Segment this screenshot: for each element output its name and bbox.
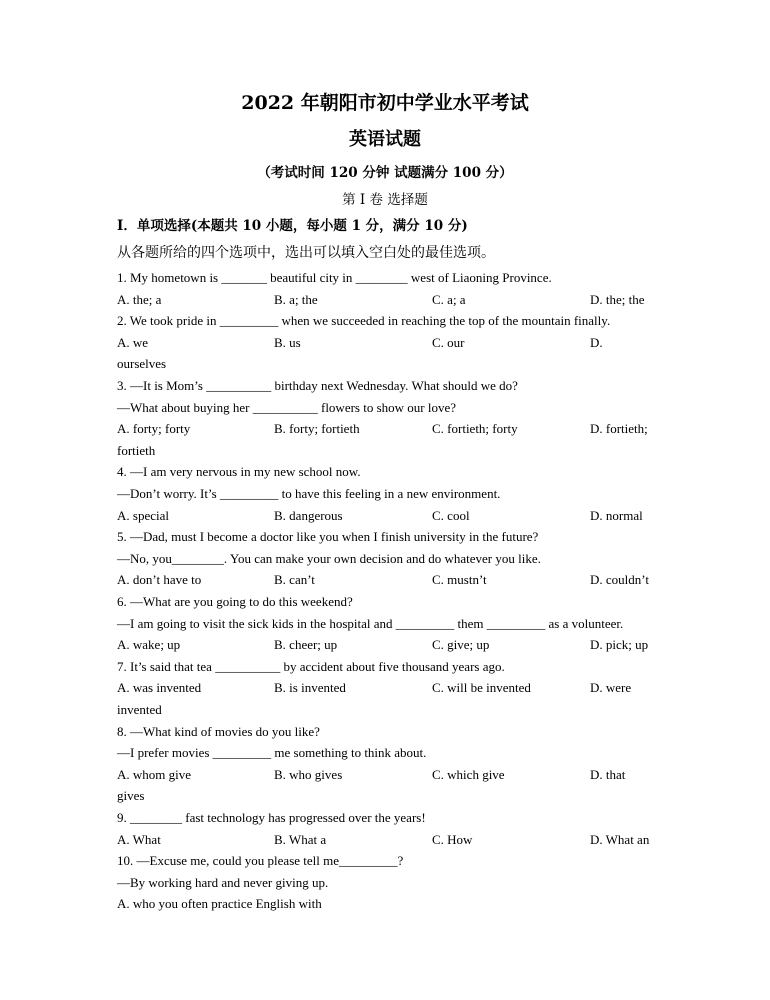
question-3-option-c: C. fortieth; forty — [432, 421, 518, 437]
question-6-line-1: 6. —What are you going to do this weekend? — [117, 594, 353, 609]
question-4-option-b: B. dangerous — [274, 507, 343, 523]
question-8-line-1: 8. —What kind of movies do you like? — [117, 723, 320, 739]
volume-title: 第 I 卷 选择题 — [342, 192, 428, 208]
question-8-option-c: C. which give — [432, 766, 505, 782]
question-1-line-1: 1. My hometown is _______ beautiful city in ________ west of Liaoning Province. — [117, 270, 552, 285]
question-7-option-wrap: invented — [117, 702, 162, 717]
question-9-option-a: A. What — [117, 831, 161, 847]
question-10-line-1: 10. —Excuse me, could you please tell me_________? — [117, 853, 404, 869]
question-8-option-wrap: gives — [117, 788, 145, 804]
question-8-option-d: D. that — [590, 766, 626, 782]
question-8-option-a: A. whom give — [117, 766, 192, 782]
exam-title: 2022 年朝阳市初中学业水平考试 — [241, 92, 529, 114]
question-4-option-c: C. cool — [432, 507, 470, 523]
question-5-option-d: D. couldn’t — [590, 572, 649, 588]
question-4-option-d: D. normal — [590, 507, 643, 523]
question-6-option-b: B. cheer; up — [274, 637, 338, 653]
question-1-option-d: D. the; the — [590, 291, 645, 307]
question-3-line-1: 3. —It is Mom’s __________ birthday next Wednesday. What should we do? — [117, 378, 518, 393]
question-9-option-b: B. What a — [274, 831, 327, 847]
question-3-option-d: D. fortieth; — [590, 421, 648, 437]
question-5-option-b: B. can’t — [274, 572, 315, 588]
question-8-line-2: —I prefer movies _________ me something to think about. — [117, 745, 427, 761]
question-7-line-1: 7. It’s said that tea __________ by accident about five thousand years ago. — [117, 658, 505, 674]
question-5-line-1: 5. —Dad, must I become a doctor like you when I finish university in the future? — [117, 529, 539, 545]
question-5-option-a: A. don’t have to — [117, 572, 202, 588]
question-7-option-a: A. was invented — [117, 680, 202, 696]
question-4-line-1: 4. —I am very nervous in my new school now. — [117, 464, 361, 480]
question-2-line-1: 2. We took pride in _________ when we succeeded in reaching the top of the mountain finally. — [117, 313, 611, 329]
question-7-option-b: B. is invented — [274, 680, 346, 696]
question-4-line-2: —Don’t worry. It’s _________ to have this feeling in a new environment. — [117, 486, 501, 501]
question-4-option-a: A. special — [117, 507, 169, 523]
question-6-line-2: —I am going to visit the sick kids in the hospital and _________ them _________ as a volunteer. — [117, 615, 624, 631]
question-9-option-d: D. What an — [590, 831, 650, 847]
question-6-option-d: D. pick; up — [590, 637, 649, 653]
question-5-option-c: C. mustn’t — [432, 572, 487, 588]
question-9-line-1: 9. ________ fast technology has progressed over the years! — [117, 810, 426, 825]
question-7-option-d: D. were — [590, 680, 632, 696]
question-10-option-a: A. who you often practice English with — [117, 896, 322, 912]
question-9-option-c: C. How — [432, 831, 473, 847]
question-8-option-b: B. who gives — [274, 766, 343, 782]
question-2-option-b: B. us — [274, 334, 301, 350]
question-10-line-2: —By working hard and never giving up. — [117, 874, 329, 890]
question-3-line-2: —What about buying her __________ flowers to show our love? — [117, 399, 457, 415]
exam-info: （考试时间 120 分钟 试题满分 100 分） — [257, 165, 513, 181]
question-1-option-a: A. the; a — [117, 291, 162, 307]
exam-subject: 英语试题 — [349, 129, 421, 150]
question-6-option-a: A. wake; up — [117, 637, 181, 653]
question-2-option-wrap: ourselves — [117, 356, 167, 372]
question-2-option-a: A. we — [117, 334, 149, 350]
question-3-option-a: A. forty; forty — [117, 421, 191, 437]
question-3-option-wrap: fortieth — [117, 442, 156, 458]
question-5-line-2: —No, you________. You can make your own decision and do whatever you like. — [117, 550, 541, 566]
question-1-option-c: C. a; a — [432, 291, 466, 307]
question-1-option-b: B. a; the — [274, 291, 318, 307]
question-6-option-c: C. give; up — [432, 637, 490, 653]
question-3-option-b: B. forty; fortieth — [274, 421, 360, 437]
section-instruction: 从各题所给的四个选项中，选出可以填入空白处的最佳选项。 — [117, 245, 495, 261]
section-heading: I．单项选择(本题共 10 小题，每小题 1 分，满分 10 分) — [117, 218, 468, 234]
question-2-option-c: C. our — [432, 334, 465, 350]
question-7-option-c: C. will be invented — [432, 680, 531, 696]
question-2-option-d: D. — [590, 334, 603, 350]
